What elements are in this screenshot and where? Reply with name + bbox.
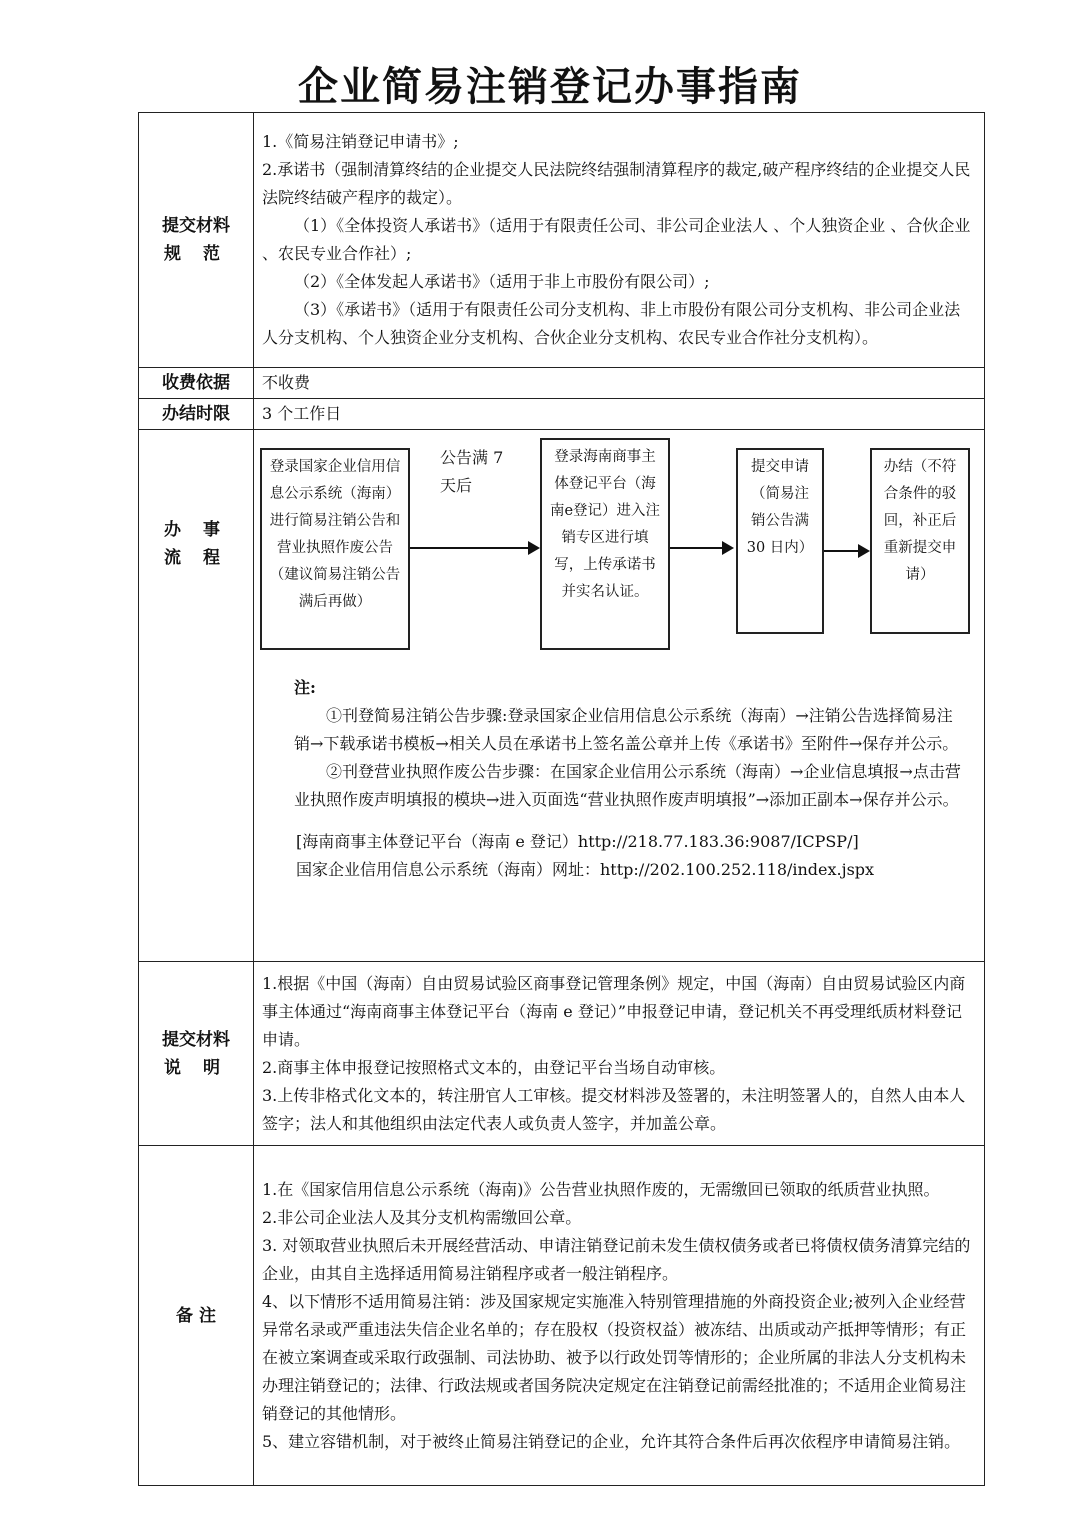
remarks-row: [139, 1146, 985, 1486]
materials-item: （2）《全体发起人承诺书》（适用于非上市股份有限公司）;: [294, 272, 710, 291]
fee-row: [139, 368, 985, 399]
explain-row: [139, 962, 985, 1146]
fee-label: 收费依据: [139, 368, 254, 399]
materials-label-line1: 提交材料: [162, 216, 230, 236]
explain-item: 2.商事主体申报登记按照格式文本的，由登记平台当场自动审核。: [262, 1057, 726, 1077]
explain-item: 3.上传非格式化文本的，转注册官人工审核。提交材料涉及签署的，未注明签署人的，自然人由本人签字；法人和其他组织由法定代表人或负责人签字，并加盖公章。: [262, 1085, 966, 1133]
explain-label-line2: 说 明: [164, 1057, 228, 1078]
materials-item: 1.《简易注销登记申请书》;: [262, 132, 459, 151]
flow-arrow-3: [824, 550, 868, 552]
explain-content: [254, 962, 985, 1146]
flow-step-1: 登录国家企业信用信息公示系统（海南）进行简易注销公告和营业执照作废公告（建议简易注销公告满后再做）: [260, 448, 410, 650]
flowchart: [254, 430, 984, 952]
materials-item: （3）《承诺书》（适用于有限责任公司分支机构、非上市股份有限公司分支机构、非公司企业法人分支机构、个人独资企业分支机构、合伙企业分支机构、农民专业合作社分支机构）。: [262, 300, 961, 347]
flow-arrow-2: [670, 547, 732, 549]
flow-wait-note: 公告满 7 天后: [440, 448, 504, 495]
remarks-content: [254, 1146, 985, 1486]
flow-arrow-1: [410, 547, 538, 549]
link-hainan-e-register: [海南商事主体登记平台（海南 e 登记）http://218.77.183.36:9087/ICPSP/]: [296, 832, 859, 851]
remarks-item: 5、建立容错机制，对于被终止简易注销登记的企业，允许其符合条件后再次依程序申请简易注销。: [262, 1431, 961, 1451]
reference-links: [264, 828, 964, 884]
explain-label-line1: 提交材料: [162, 1029, 230, 1050]
link-credit-system: 国家企业信用信息公示系统（海南）网址：http://202.100.252.118/index.jspx: [296, 860, 875, 879]
fee-value: 不收费: [254, 368, 985, 399]
remarks-item: 2.非公司企业法人及其分支机构需缴回公章。: [262, 1207, 582, 1227]
materials-content: [254, 113, 985, 368]
remarks-item: 1.在《国家信用信息公示系统（海南)》公告营业执照作废的，无需缴回已领取的纸质营业执照。: [262, 1179, 940, 1199]
flow-step-3: 提交申请（简易注销公告满 30 日内）: [736, 448, 824, 634]
note-1: ①刊登简易注销公告步骤:登录国家企业信用信息公示系统（海南）→注销公告选择简易注销→下载承诺书模板→相关人员在承诺书上签名盖公章并上传《承诺书》至附件→保存并公示。: [294, 706, 959, 753]
time-row: [139, 399, 985, 430]
materials-row: [139, 113, 985, 368]
page-title: 企业简易注销登记办事指南: [298, 64, 802, 110]
time-label: 办结时限: [139, 399, 254, 430]
process-label: [139, 430, 254, 962]
process-notes: [264, 674, 964, 884]
process-content: [254, 430, 985, 962]
process-row: [139, 430, 985, 962]
time-value: 3 个工作日: [254, 399, 985, 430]
explain-label: [139, 962, 254, 1146]
materials-item: 2.承诺书（强制清算终结的企业提交人民法院终结强制清算程序的裁定,破产程序终结的企业提交人民法院终结破产程序的裁定）。: [262, 160, 971, 207]
materials-item: （1）《全体投资人承诺书》（适用于有限责任公司、非公司企业法人 、个人独资企业 、合伙企业 、农民专业合作社）;: [262, 216, 971, 263]
process-label-line1: 办 事: [164, 520, 228, 540]
remarks-label: 备 注: [139, 1146, 254, 1486]
materials-label-line2: 规 范: [164, 244, 228, 264]
flow-step-4: 办结（不符合条件的驳回，补正后重新提交申请）: [870, 448, 970, 634]
guide-table: [138, 112, 985, 1486]
note-2: ②刊登营业执照作废公告步骤：在国家企业信用公示系统（海南）→企业信息填报→点击营业执照作废声明填报的模块→进入页面选“营业执照作废声明填报”→添加正副本→保存并公示。: [294, 762, 961, 809]
process-label-line2: 流 程: [164, 548, 228, 568]
explain-item: 1.根据《中国（海南）自由贸易试验区商事登记管理条例》规定，中国（海南）自由贸易试验区内商事主体通过“海南商事主体登记平台（海南 e 登记）”申报登记申请，登记机关不再受理纸质材料登记申请。: [262, 973, 966, 1049]
materials-label: [139, 113, 254, 368]
remarks-item: 4、以下情形不适用简易注销：涉及国家规定实施准入特别管理措施的外商投资企业;被列入企业经营异常名录或严重违法失信企业名单的；存在股权（投资权益）被冻结、出质或动产抵押等情形；有正在被立案调查或采取行政强制、司法协助、被予以行政处罚等情形的；企业所属的非法人分支机构未办理注销登记的；法律、行政法规或者国务院决定规定在注销登记前需经批准的；不适用企业简易注销登记的其他情形。: [262, 1291, 967, 1423]
notes-heading: 注:: [294, 678, 316, 697]
flow-step-2: 登录海南商事主体登记平台（海南e登记）进入注销专区进行填写，上传承诺书并实名认证。: [540, 438, 670, 650]
remarks-item: 3. 对领取营业执照后未开展经营活动、申请注销登记前未发生债权债务或者已将债权债务清算完结的企业，由其自主选择适用简易注销程序或者一般注销程序。: [262, 1235, 971, 1283]
